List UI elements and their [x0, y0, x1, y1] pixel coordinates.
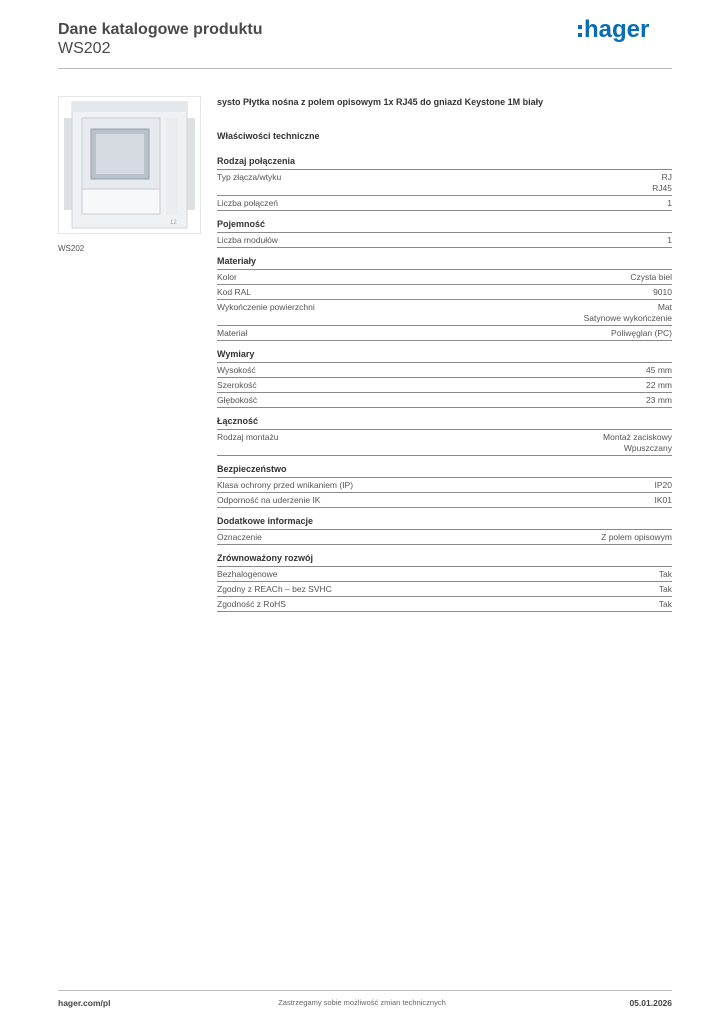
spec-label: Głębokość	[217, 395, 258, 405]
spec-label: Liczba połączeń	[217, 198, 278, 208]
spec-label: Szerokość	[217, 380, 257, 390]
spec-values	[584, 302, 672, 324]
logo-text: hager	[584, 16, 650, 43]
footer-website: hager.com/pl	[58, 998, 111, 1008]
spec-value: 1	[667, 235, 672, 245]
section-title: Rodzaj połączenia	[217, 155, 672, 170]
spec-row	[217, 597, 672, 612]
spec-label: Rodzaj montażu	[217, 432, 279, 442]
spec-label: Typ złącza/wtyku	[217, 172, 282, 182]
spec-row	[217, 378, 672, 393]
spec-sections	[217, 155, 672, 612]
spec-values	[659, 569, 672, 580]
spec-row	[217, 233, 672, 248]
spec-label: Kolor	[217, 272, 237, 282]
hager-logo	[578, 16, 670, 48]
spec-values	[659, 584, 672, 595]
product-description: systo Płytka nośna z polem opisowym 1x RJ45 do gniazd Keystone 1M biały	[217, 97, 544, 107]
spec-values	[646, 395, 672, 406]
spec-value: Satynowe wykończenie	[583, 313, 672, 323]
footer-disclaimer: Zastrzegamy sobie możliwość zmian technicznych	[278, 998, 446, 1007]
section-title: Materiały	[217, 255, 672, 270]
spec-row	[217, 196, 672, 211]
product-image	[58, 96, 201, 234]
spec-value: 23 mm	[646, 395, 672, 405]
spec-values	[659, 599, 672, 610]
spec-value: 45 mm	[646, 365, 672, 375]
spec-row	[217, 567, 672, 582]
spec-row	[217, 170, 672, 196]
spec-section	[217, 255, 672, 341]
spec-values	[655, 495, 673, 506]
spec-label: Oznaczenie	[217, 532, 262, 542]
spec-values	[667, 235, 672, 246]
spec-label: Klasa ochrony przed wnikaniem (IP)	[217, 480, 354, 490]
spec-value: RJ45	[652, 183, 672, 193]
spec-label: Bezhalogenowe	[217, 569, 278, 579]
spec-row	[217, 430, 672, 456]
spec-value: Poliwęglan (PC)	[611, 328, 672, 338]
spec-value: RJ	[661, 172, 672, 182]
spec-value: Wpuszczany	[623, 443, 672, 453]
spec-value: Tak	[658, 599, 672, 609]
spec-value: Z polem opisowym	[601, 532, 672, 542]
spec-row	[217, 285, 672, 300]
spec-values	[630, 272, 672, 283]
spec-section	[217, 348, 672, 408]
spec-value: Montaż zaciskowy	[603, 432, 672, 442]
spec-row	[217, 582, 672, 597]
spec-row	[217, 270, 672, 285]
spec-row	[217, 300, 672, 326]
spec-value: Mat	[657, 302, 672, 312]
spec-values	[646, 380, 672, 391]
page-header	[58, 16, 672, 70]
spec-row	[217, 363, 672, 378]
product-marking: 12	[170, 220, 177, 226]
spec-label: Liczba modułów	[217, 235, 278, 245]
spec-value: Czysta biel	[630, 272, 672, 282]
spec-value: Tak	[658, 584, 672, 594]
spec-value: IK01	[654, 495, 672, 505]
spec-label: Materiał	[217, 328, 248, 338]
spec-value: Tak	[658, 569, 672, 579]
spec-section	[217, 218, 672, 248]
spec-values	[601, 532, 672, 543]
image-caption: WS202	[58, 244, 85, 253]
spec-row	[217, 393, 672, 408]
spec-values	[611, 328, 672, 339]
spec-label: Zgodny z REACh – bez SVHC	[217, 584, 332, 594]
product-code: WS202	[58, 40, 111, 57]
spec-values	[653, 287, 672, 298]
section-title: Łączność	[217, 415, 672, 430]
content-column	[217, 96, 672, 619]
spec-row	[217, 530, 672, 545]
section-title: Zrównoważony rozwój	[217, 552, 672, 567]
spec-row	[217, 493, 672, 508]
spec-label: Wysokość	[217, 365, 256, 375]
section-title: Wymiary	[217, 348, 672, 363]
spec-section	[217, 552, 672, 612]
spec-values	[667, 198, 672, 209]
footer-divider	[58, 990, 672, 991]
spec-row	[217, 478, 672, 493]
spec-value: 1	[667, 198, 672, 208]
technical-properties-heading: Właściwości techniczne	[217, 131, 320, 141]
spec-values	[603, 432, 672, 454]
spec-row	[217, 326, 672, 341]
spec-section	[217, 155, 672, 211]
section-title: Bezpieczeństwo	[217, 463, 672, 478]
spec-value: IP20	[654, 480, 672, 490]
spec-label: Wykończenie powierzchni	[217, 302, 315, 312]
spec-section	[217, 515, 672, 545]
spec-values	[646, 365, 672, 376]
section-title: Pojemność	[217, 218, 672, 233]
spec-values	[655, 480, 673, 491]
footer-date: 05.01.2026	[629, 998, 672, 1008]
spec-value: 22 mm	[646, 380, 672, 390]
page-title: Dane katalogowe produktu	[58, 21, 263, 38]
header-divider	[58, 68, 672, 69]
spec-label: Odporność na uderzenie IK	[217, 495, 321, 505]
spec-value: 9010	[653, 287, 672, 297]
spec-section	[217, 463, 672, 508]
spec-values	[652, 172, 672, 194]
section-title: Dodatkowe informacje	[217, 515, 672, 530]
spec-label: Zgodność z RoHS	[217, 599, 286, 609]
spec-section	[217, 415, 672, 456]
spec-label: Kod RAL	[217, 287, 252, 297]
